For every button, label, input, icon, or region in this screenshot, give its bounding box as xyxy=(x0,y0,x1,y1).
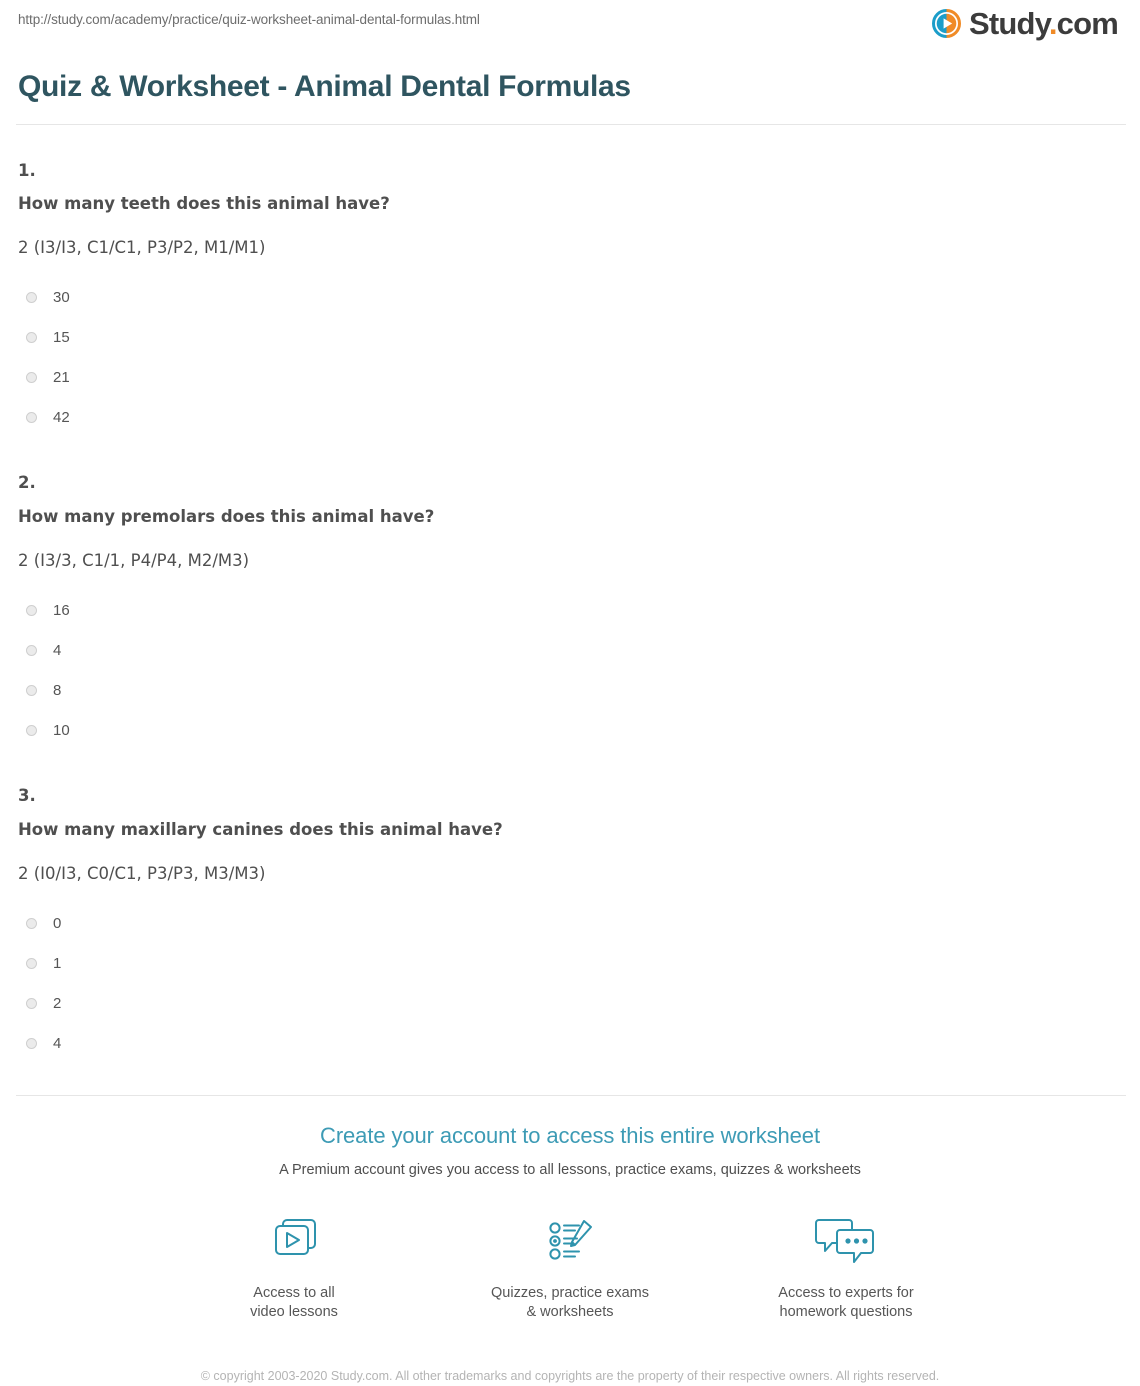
question-number: 3. xyxy=(18,786,36,806)
quiz-questions-list xyxy=(0,125,1140,1064)
option-label: 21 xyxy=(53,368,70,386)
feature-caption-line1: Access to experts for xyxy=(778,1284,914,1301)
question-number: 1. xyxy=(18,160,36,180)
question-formula: 2 (I3/I3, C1/C1, P3/P2, M1/M1) xyxy=(18,238,266,258)
feature-caption xyxy=(761,1284,931,1323)
option-row[interactable] xyxy=(26,277,1122,317)
option-row[interactable] xyxy=(26,590,1122,630)
feature-caption-line2: homework questions xyxy=(779,1304,913,1321)
cta-headline[interactable]: Create your account to access this entire worksheet xyxy=(320,1123,820,1149)
option-label: 16 xyxy=(53,601,70,619)
page-title: Quiz & Worksheet - Animal Dental Formulas xyxy=(18,70,631,103)
option-row[interactable] xyxy=(26,710,1122,750)
option-label: 1 xyxy=(53,954,62,972)
answer-options xyxy=(26,277,1122,437)
radio-button-icon[interactable] xyxy=(26,412,37,423)
feature-caption-line2: video lessons xyxy=(250,1304,338,1321)
option-label: 42 xyxy=(53,408,70,426)
radio-button-icon[interactable] xyxy=(26,332,37,343)
cta-subtitle: A Premium account gives you access to all lessons, practice exams, quizzes & worksheets xyxy=(279,1161,861,1178)
question-number: 2. xyxy=(18,473,36,493)
page-header xyxy=(0,0,1140,56)
study-com-logo[interactable] xyxy=(932,8,1118,39)
question-prompt: How many premolars does this animal have? xyxy=(18,507,435,527)
feature-caption xyxy=(209,1284,379,1323)
brand-dot: . xyxy=(1048,6,1057,41)
feature-caption xyxy=(485,1284,655,1323)
brand-name: Study xyxy=(969,6,1049,41)
option-row[interactable] xyxy=(26,983,1122,1023)
option-row[interactable] xyxy=(26,903,1122,943)
radio-button-icon[interactable] xyxy=(26,1038,37,1049)
radio-button-icon[interactable] xyxy=(26,918,37,929)
radio-button-icon[interactable] xyxy=(26,605,37,616)
option-row[interactable] xyxy=(26,357,1122,397)
feature-caption-line2: & worksheets xyxy=(526,1304,614,1321)
radio-button-icon[interactable] xyxy=(26,372,37,383)
option-row[interactable] xyxy=(26,317,1122,357)
radio-button-icon[interactable] xyxy=(26,685,37,696)
option-row[interactable] xyxy=(26,670,1122,710)
option-label: 2 xyxy=(53,994,62,1012)
question-1 xyxy=(18,125,1122,438)
premium-features xyxy=(0,1212,1140,1323)
feature-caption-line1: Quizzes, practice exams xyxy=(491,1284,649,1301)
video-lessons-icon xyxy=(209,1212,379,1274)
option-label: 15 xyxy=(53,328,70,346)
radio-button-icon[interactable] xyxy=(26,958,37,969)
option-label: 8 xyxy=(53,681,62,699)
option-label: 10 xyxy=(53,721,70,739)
chat-bubbles-icon xyxy=(761,1212,931,1274)
page-url: http://study.com/academy/practice/quiz-worksheet-animal-dental-formulas.html xyxy=(18,12,480,27)
answer-options xyxy=(26,903,1122,1063)
brand-wordmark xyxy=(969,8,1118,39)
feature-caption-line1: Access to all xyxy=(253,1284,335,1301)
option-label: 4 xyxy=(53,641,62,659)
option-row[interactable] xyxy=(26,1023,1122,1063)
create-account-cta xyxy=(0,1096,1140,1385)
option-label: 30 xyxy=(53,288,70,306)
option-row[interactable] xyxy=(26,397,1122,437)
question-2 xyxy=(18,437,1122,750)
feature-quizzes xyxy=(485,1212,655,1323)
question-formula: 2 (I3/3, C1/1, P4/P4, M2/M3) xyxy=(18,551,250,571)
option-row[interactable] xyxy=(26,630,1122,670)
option-label: 4 xyxy=(53,1034,62,1052)
radio-button-icon[interactable] xyxy=(26,645,37,656)
option-label: 0 xyxy=(53,914,62,932)
option-row[interactable] xyxy=(26,943,1122,983)
quiz-checklist-pencil-icon xyxy=(485,1212,655,1274)
question-prompt: How many teeth does this animal have? xyxy=(18,194,390,214)
play-circle-icon xyxy=(932,9,961,38)
feature-video-lessons xyxy=(209,1212,379,1323)
question-formula: 2 (I0/I3, C0/C1, P3/P3, M3/M3) xyxy=(18,864,266,884)
radio-button-icon[interactable] xyxy=(26,998,37,1009)
question-3 xyxy=(18,750,1122,1063)
brand-tld: com xyxy=(1056,6,1118,41)
answer-options xyxy=(26,590,1122,750)
feature-experts xyxy=(761,1212,931,1323)
copyright-notice: © copyright 2003-2020 Study.com. All other trademarks and copyrights are the property of their respective owners. All rights reserved. xyxy=(200,1368,940,1383)
radio-button-icon[interactable] xyxy=(26,292,37,303)
radio-button-icon[interactable] xyxy=(26,725,37,736)
question-prompt: How many maxillary canines does this animal have? xyxy=(18,820,503,840)
